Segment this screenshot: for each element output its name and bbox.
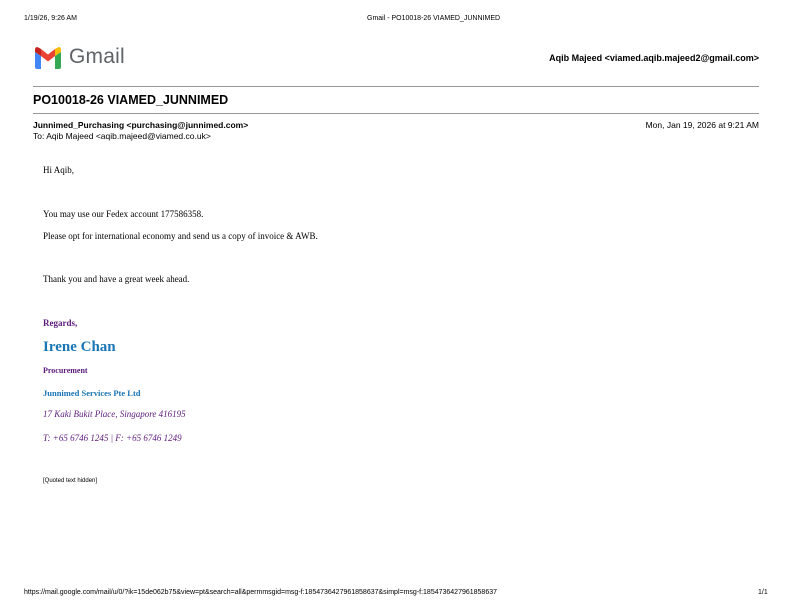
sender: Junnimed_Purchasing <purchasing@junnimed.com> [33, 120, 249, 130]
signature-name: Irene Chan [43, 339, 116, 355]
gmail-logo [33, 45, 125, 69]
print-url: https://mail.google.com/mail/u/0/?ik=15de062b75&view=pt&search=all&permmsgid=msg-f:1854736427961858637&simpl=msg-f:1854736427961858637 [24, 589, 498, 596]
body-line-instructions: Please opt for international economy and send us a copy of invoice & AWB. [43, 231, 318, 241]
email-subject: PO10018-26 VIAMED_JUNNIMED [33, 93, 229, 107]
recipient: To: Aqib Majeed <aqib.majeed@viamed.co.uk> [33, 131, 211, 141]
signature-regards: Regards, [43, 318, 78, 328]
gmail-logo-icon [33, 46, 63, 69]
greeting: Hi Aqib, [43, 165, 75, 175]
page-number: 1/1 [758, 589, 768, 596]
header-divider [33, 86, 759, 87]
email-date: Mon, Jan 19, 2026 at 9:21 AM [645, 120, 759, 130]
print-title: Gmail - PO10018-26 VIAMED_JUNNIMED [367, 15, 501, 22]
print-datetime: 1/19/26, 9:26 AM [24, 15, 77, 22]
account-email: Aqib Majeed <viamed.aqib.majeed2@gmail.com> [549, 53, 759, 63]
subject-divider [33, 113, 759, 114]
signature-company: Junnimed Services Pte Ltd [43, 388, 141, 398]
signature-role: Procurement [43, 366, 88, 375]
signature-address: 17 Kaki Bukit Place, Singapore 416195 [43, 409, 186, 419]
body-line-thanks: Thank you and have a great week ahead. [43, 274, 190, 284]
gmail-logo-text: Gmail [69, 45, 125, 68]
signature-phone: T: +65 6746 1245 | F: +65 6746 1249 [43, 433, 182, 443]
body-line-fedex: You may use our Fedex account 177586358. [43, 209, 204, 219]
quoted-text-hidden[interactable]: [Quoted text hidden] [43, 478, 98, 484]
